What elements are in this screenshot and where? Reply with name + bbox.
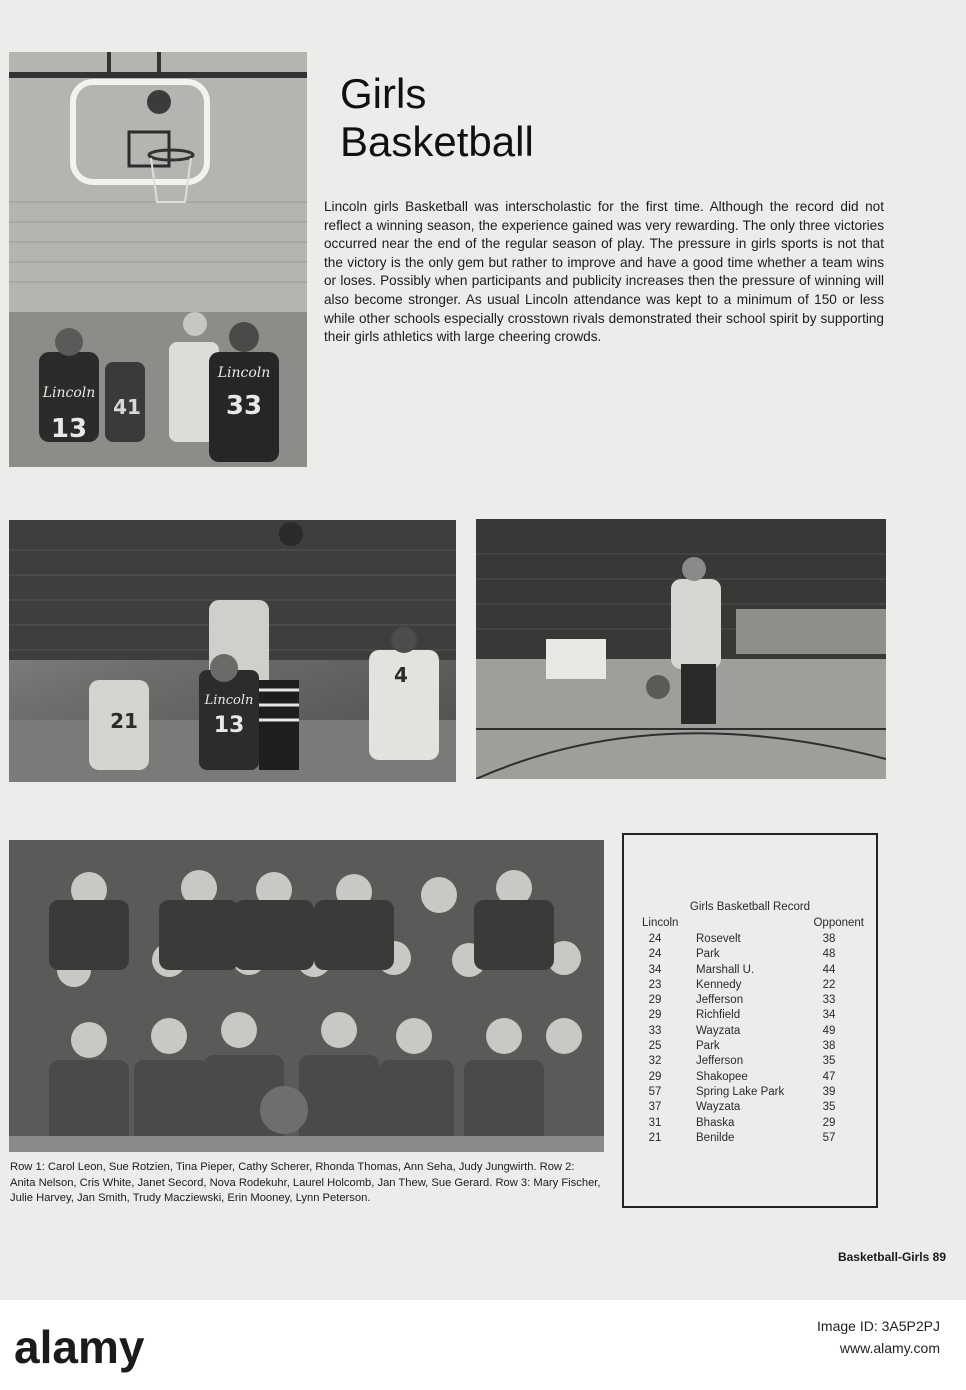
- opponent-name: Shakopee: [696, 1070, 748, 1083]
- photo-tip-off-art: [9, 520, 456, 782]
- lincoln-score: 34: [648, 963, 662, 976]
- opponent-score: 57: [822, 1131, 836, 1144]
- lincoln-score: 24: [648, 933, 662, 945]
- title-line-1: Girls: [340, 70, 427, 117]
- jersey-number-21: 21: [110, 709, 138, 733]
- photo-team-portrait: [9, 840, 604, 1152]
- opponent-score: 29: [822, 1116, 836, 1129]
- jersey-number-13b: 13: [213, 713, 245, 738]
- lincoln-score: 25: [648, 1040, 662, 1053]
- photo-basket-play-art: [9, 52, 307, 467]
- record-col-opponent: Opponent: [813, 917, 864, 929]
- team-caption: Row 1: Carol Leon, Sue Rotzien, Tina Pieper, Cathy Scherer, Rhonda Thomas, Ann Seha, Judy Jungwirth. Row 2: Anita Nelson, Cris White, Janet Secord, Nova Rodekuhr, Laurel Holcomb, Jan Thew, Sue Gerard. Row 3: Mary Fischer, Julie Harvey, Jan Smith, Trudy Macziewski, Erin Mooney, Lynn Peterson.: [10, 1161, 601, 1205]
- stock-footer: [0, 1300, 966, 1390]
- jersey-number-13: 13: [50, 414, 88, 444]
- opponent-name: Bhaska: [696, 1116, 735, 1129]
- opponent-name: Jefferson: [696, 1055, 744, 1068]
- jersey-lincoln-text-3: Lincoln: [204, 693, 254, 708]
- photo-team-portrait-art: [9, 840, 604, 1152]
- record-row: [642, 1117, 864, 1132]
- record-row: [642, 948, 864, 963]
- opponent-score: 38: [822, 933, 836, 945]
- lincoln-score: 57: [648, 1085, 662, 1098]
- image-id: Image ID: 3A5P2PJ: [817, 1318, 940, 1334]
- opponent-score: 44: [822, 963, 836, 976]
- opponent-name: Rosevelt: [696, 933, 741, 945]
- page-folio: Basketball-Girls 89: [837, 1250, 946, 1264]
- page-title: [340, 70, 760, 166]
- photo-dribble-art: [476, 519, 886, 779]
- lincoln-score: 21: [648, 1131, 662, 1144]
- opponent-score: 48: [822, 948, 836, 961]
- record-col-lincoln: Lincoln: [642, 917, 679, 929]
- record-row: [642, 1055, 864, 1070]
- opponent-score: 34: [822, 1009, 836, 1022]
- lincoln-score: 24: [648, 948, 662, 961]
- lincoln-score: 29: [648, 1070, 662, 1083]
- opponent-name: Kennedy: [696, 978, 742, 991]
- jersey-lincoln-text: Lincoln: [42, 385, 96, 401]
- opponent-name: Park: [696, 948, 720, 961]
- record-row: [642, 1025, 864, 1040]
- opponent-score: 38: [822, 1040, 836, 1053]
- record-row: [642, 1009, 864, 1024]
- record-row: [642, 933, 864, 948]
- stock-url: www.alamy.com: [839, 1340, 940, 1356]
- opponent-name: Richfield: [696, 1009, 741, 1022]
- photo-basket-play: [9, 52, 307, 467]
- opponent-name: Wayzata: [696, 1101, 741, 1114]
- opponent-name: Marshall U.: [696, 963, 755, 976]
- lincoln-score: 29: [648, 994, 662, 1007]
- lincoln-score: 23: [648, 978, 662, 991]
- opponent-name: Jefferson: [696, 994, 744, 1007]
- record-row: [642, 1040, 864, 1055]
- opponent-score: 22: [822, 978, 836, 991]
- record-box: [622, 833, 878, 1208]
- opponent-score: 39: [822, 1085, 836, 1098]
- intro-paragraph: Lincoln girls Basketball was interscholastic for the first time. Although the record did not reflect a winning season, the experience gained was very rewarding. The only three victories occurred near the end of the regular season of play. The pressure in girls sports is not that the victory is the only gem but rather to improve and have a good time whether a team wins or loses. Possibly when participants and publicity increases then the pressure of winning will also become stronger. As usual Lincoln attendance was kept to a minimum of 150 or less while other schools especially crosstown rivals demonstrated their school spirit by supporting their girls athletics with large cheering crowds.: [324, 199, 884, 345]
- opponent-score: 47: [822, 1070, 836, 1083]
- lincoln-score: 31: [648, 1116, 662, 1129]
- lincoln-score: 32: [648, 1055, 662, 1068]
- stock-logo: alamy: [14, 1321, 145, 1373]
- record-row: [642, 964, 864, 979]
- photo-tip-off: [9, 520, 456, 782]
- opponent-name: Spring Lake Park: [696, 1085, 785, 1098]
- jersey-lincoln-text-2: Lincoln: [217, 365, 271, 381]
- record-row: [642, 979, 864, 994]
- record-row: [642, 1071, 864, 1086]
- record-row: [642, 994, 864, 1009]
- record-title: Girls Basketball Record: [689, 901, 811, 913]
- lincoln-score: 29: [648, 1009, 662, 1022]
- opponent-score: 35: [822, 1101, 836, 1114]
- lincoln-score: 33: [648, 1024, 662, 1037]
- opponent-score: 35: [822, 1055, 836, 1068]
- jersey-number-41: 41: [113, 395, 141, 419]
- lincoln-score: 37: [648, 1101, 662, 1114]
- photo-dribble: [476, 519, 886, 779]
- opponent-name: Park: [696, 1040, 720, 1053]
- record-row: [642, 1101, 864, 1116]
- record-rows: [642, 933, 864, 1147]
- record-row: [642, 1086, 864, 1101]
- jersey-number-4: 4: [394, 663, 408, 687]
- record-row: [642, 1132, 864, 1147]
- title-line-2: Basketball: [340, 118, 534, 165]
- opponent-score: 33: [822, 994, 836, 1007]
- opponent-name: Wayzata: [696, 1024, 741, 1037]
- jersey-number-33: 33: [225, 391, 263, 421]
- opponent-score: 49: [822, 1024, 836, 1037]
- opponent-name: Benilde: [696, 1131, 735, 1144]
